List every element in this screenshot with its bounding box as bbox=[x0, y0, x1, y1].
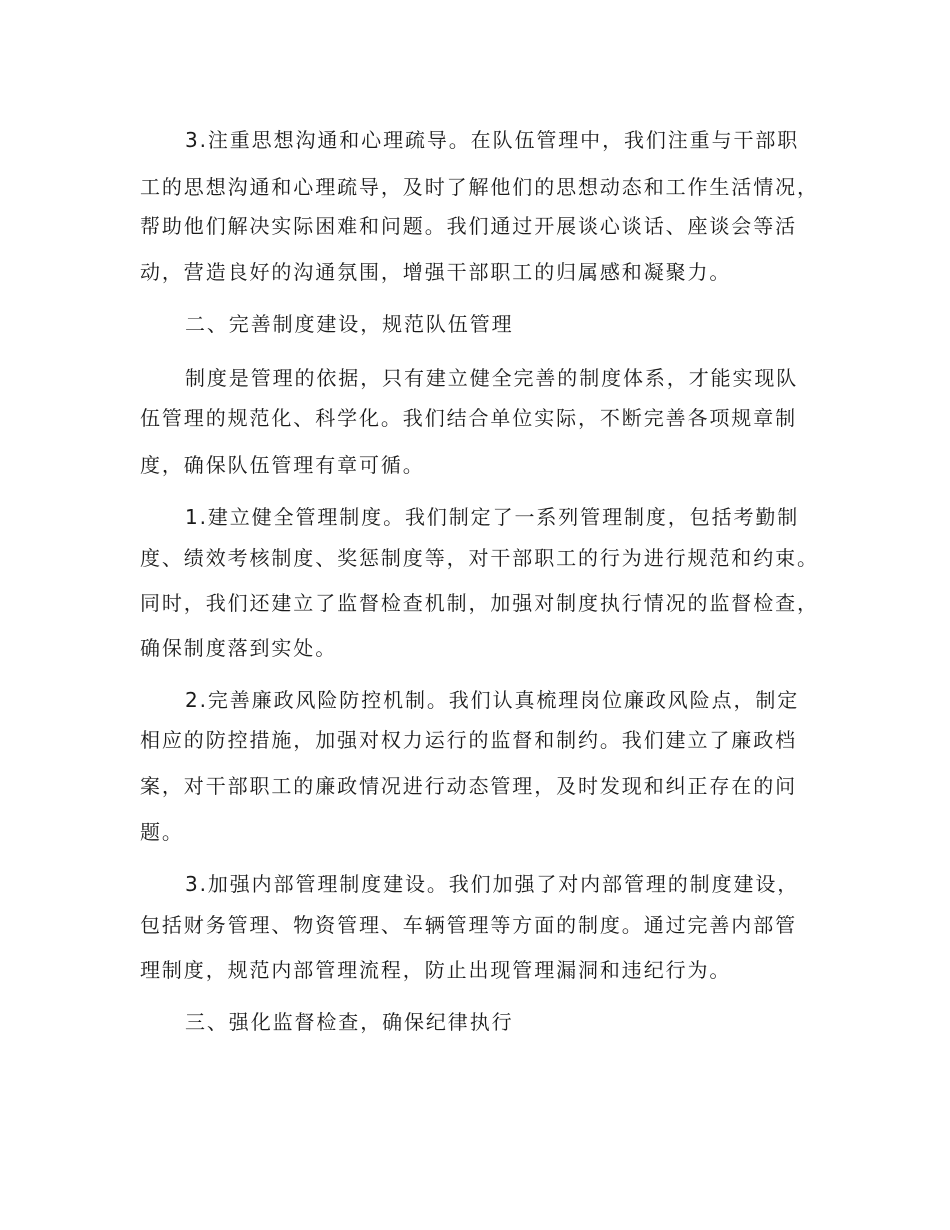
item-1-line-2: 度、绩效考核制度、奖惩制度等，对干部职工的行为进行规范和约束。 bbox=[140, 546, 819, 570]
item-1-line-4: 确保制度落到实处。 bbox=[140, 636, 338, 660]
section-heading-2: 二、完善制度建设，规范队伍管理 bbox=[185, 312, 514, 336]
item-1-line-3: 同时，我们还建立了监督检查机制，加强对制度执行情况的监督检查， bbox=[140, 591, 819, 615]
item-2-line-1: 2.完善廉政风险防控机制。我们认真梳理岗位廉政风险点，制定 bbox=[185, 688, 800, 712]
paragraph-3-line-3: 帮助他们解决实际困难和问题。我们通过开展谈心谈话、座谈会等活 bbox=[140, 214, 797, 238]
item-3-line-2: 包括财务管理、物资管理、车辆管理等方面的制度。通过完善内部管 bbox=[140, 913, 797, 937]
intro-paragraph-line-3: 度，确保队伍管理有章可循。 bbox=[140, 453, 425, 477]
item-2-line-4: 题。 bbox=[140, 820, 184, 844]
section-heading-3: 三、强化监督检查，确保纪律执行 bbox=[185, 1010, 514, 1034]
item-3-line-3: 理制度，规范内部管理流程，防止出现管理漏洞和违纪行为。 bbox=[140, 958, 732, 982]
intro-paragraph-line-1: 制度是管理的依据，只有建立健全完善的制度体系，才能实现队 bbox=[185, 366, 799, 390]
intro-paragraph-line-2: 伍管理的规范化、科学化。我们结合单位实际，不断完善各项规章制 bbox=[140, 406, 797, 430]
item-2-line-2: 相应的防控措施，加强对权力运行的监督和制约。我们建立了廉政档 bbox=[140, 728, 797, 752]
item-3-line-1: 3.加强内部管理制度建设。我们加强了对内部管理的制度建设， bbox=[185, 872, 800, 896]
item-1-line-1: 1.建立健全管理制度。我们制定了一系列管理制度，包括考勤制 bbox=[185, 505, 800, 529]
paragraph-3-line-2: 工的思想沟通和心理疏导，及时了解他们的思想动态和工作生活情况， bbox=[140, 175, 819, 199]
paragraph-3-line-4: 动，营造良好的沟通氛围，增强干部职工的归属感和凝聚力。 bbox=[140, 260, 732, 284]
item-2-line-3: 案，对干部职工的廉政情况进行动态管理，及时发现和纠正存在的问 bbox=[140, 774, 797, 798]
paragraph-3-line-1: 3.注重思想沟通和心理疏导。在队伍管理中，我们注重与干部职 bbox=[185, 128, 800, 152]
